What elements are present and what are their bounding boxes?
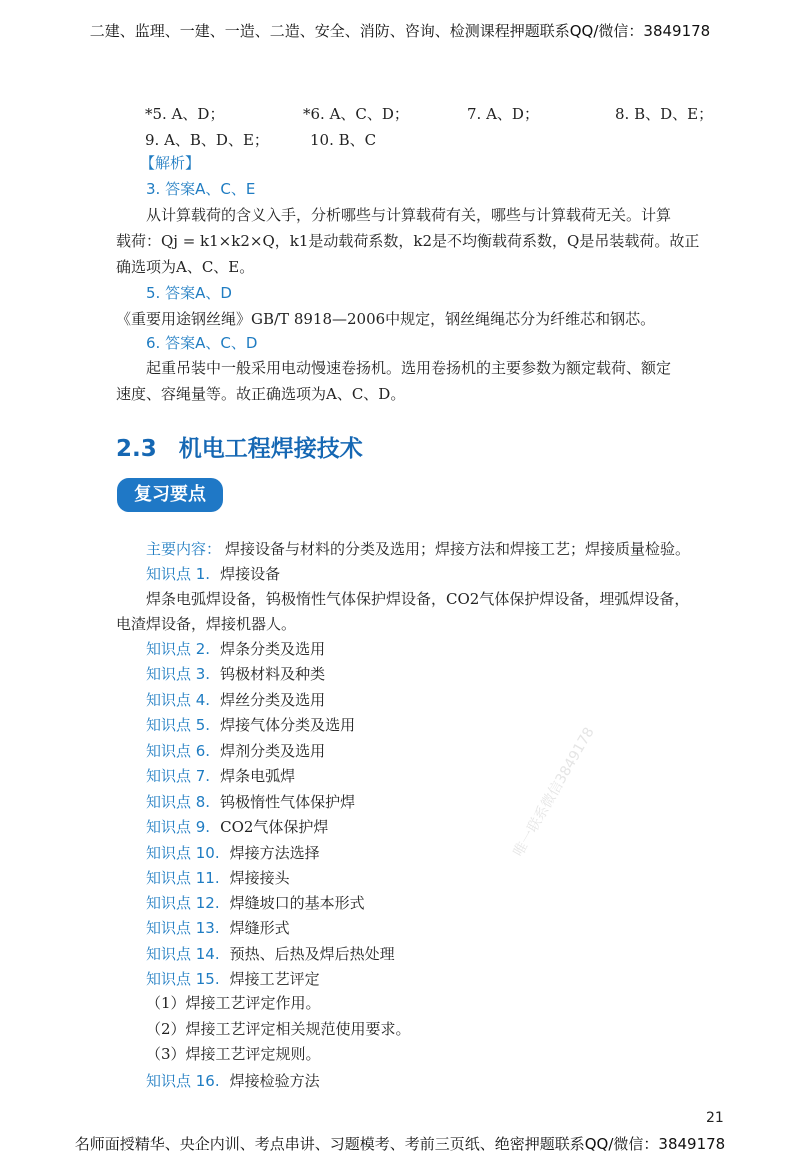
knowledge-point — [146, 917, 290, 938]
knowledge-point-label: 知识点 5. — [146, 716, 211, 734]
answer-3-text: 从计算载荷的含义入手，分析哪些与计算载荷有关，哪些与计算载荷无关。计算 — [146, 206, 672, 224]
knowledge-point-label: 知识点 11. — [146, 869, 220, 887]
knowledge-point — [146, 892, 365, 913]
section-number: 2.3 — [116, 436, 157, 462]
knowledge-point-text: 焊缝坡口的基本形式 — [229, 894, 365, 912]
knowledge-point — [146, 563, 280, 584]
knowledge-point — [146, 740, 325, 761]
knowledge-point — [146, 816, 328, 837]
knowledge-point-label: 知识点 6. — [146, 742, 211, 760]
knowledge-point — [146, 1070, 320, 1091]
knowledge-point — [146, 867, 290, 888]
knowledge-point-label: 知识点 4. — [146, 691, 211, 709]
knowledge-point-label: 知识点 8. — [146, 793, 211, 811]
knowledge-point — [146, 689, 325, 710]
knowledge-point-label: 知识点 10. — [146, 844, 220, 862]
knowledge-point-description: 电渣焊设备，焊接机器人。 — [116, 615, 297, 633]
main-content-label: 主要内容： — [146, 540, 222, 558]
knowledge-point — [146, 943, 395, 964]
knowledge-point-text: 焊剂分类及选用 — [220, 742, 326, 760]
header-contact-note: 二建、监理、一建、一造、二造、安全、消防、咨询、检测课程押题联系QQ/微信：3849178 — [89, 22, 711, 40]
answer-item: *6. A、C、D； — [303, 105, 409, 123]
footer-contact-note: 名师面授精华、央企内训、考点串讲、习题模考、考前三页纸、绝密押题联系QQ/微信：3849178 — [74, 1135, 726, 1153]
watermark: 唯一联系微信3849178 — [510, 724, 598, 860]
answer-item: 8. B、D、E； — [615, 105, 714, 123]
knowledge-point — [146, 765, 295, 786]
knowledge-point-text: 焊接方法选择 — [229, 844, 320, 862]
answer-6-title: 6. 答案A、C、D — [146, 334, 258, 352]
knowledge-point-label: 知识点 14. — [146, 945, 220, 963]
sub-item: （1）焊接工艺评定作用。 — [146, 994, 321, 1012]
knowledge-point-label: 知识点 7. — [146, 767, 211, 785]
main-content-text: 焊接设备与材料的分类及选用；焊接方法和焊接工艺；焊接质量检验。 — [225, 540, 691, 558]
analysis-label: 【解析】 — [140, 154, 201, 172]
knowledge-point — [146, 791, 355, 812]
knowledge-point-text: 焊丝分类及选用 — [220, 691, 326, 709]
sub-item: （3）焊接工艺评定规则。 — [146, 1045, 321, 1063]
knowledge-point-label: 知识点 13. — [146, 919, 220, 937]
knowledge-point — [146, 842, 320, 863]
answer-item: 10. B、C — [310, 131, 377, 149]
knowledge-point-text: 焊缝形式 — [229, 919, 290, 937]
knowledge-point — [146, 663, 325, 684]
answer-5-text: 《重要用途钢丝绳》GB/T 8918—2006中规定，钢丝绳绳芯分为纤维芯和钢芯。 — [116, 310, 656, 328]
section-title: 机电工程焊接技术 — [178, 436, 363, 462]
answer-6-text: 起重吊装中一般采用电动慢速卷扬机。选用卷扬机的主要参数为额定载荷、额定 — [146, 359, 672, 377]
review-points-badge: 复习要点 — [117, 478, 223, 512]
knowledge-point-text: 焊接工艺评定 — [229, 970, 320, 988]
answer-6-text: 速度、容绳量等。故正确选项为A、C、D。 — [116, 385, 406, 403]
knowledge-point-text: 焊接设备 — [220, 565, 281, 583]
knowledge-point-text: 钨极材料及种类 — [220, 665, 326, 683]
knowledge-point-text: 焊接接头 — [229, 869, 290, 887]
knowledge-point-label: 知识点 16. — [146, 1072, 220, 1090]
main-content — [146, 538, 690, 559]
knowledge-point-label: 知识点 2. — [146, 640, 211, 658]
knowledge-point-text: 焊条电弧焊 — [220, 767, 296, 785]
answer-item: 7. A、D； — [467, 105, 539, 123]
knowledge-point-text: 钨极惰性气体保护焊 — [220, 793, 356, 811]
section-heading — [116, 430, 363, 463]
page-number: 21 — [706, 1110, 724, 1126]
knowledge-point — [146, 968, 320, 989]
knowledge-point — [146, 714, 355, 735]
answer-5-title: 5. 答案A、D — [146, 284, 232, 302]
answer-item: *5. A、D； — [145, 105, 225, 123]
knowledge-point — [146, 638, 325, 659]
knowledge-point-text: 焊接气体分类及选用 — [220, 716, 356, 734]
knowledge-point-text: 焊条分类及选用 — [220, 640, 326, 658]
knowledge-point-text: 焊接检验方法 — [229, 1072, 320, 1090]
answer-3-title: 3. 答案A、C、E — [146, 180, 256, 198]
sub-item: （2）焊接工艺评定相关规范使用要求。 — [146, 1020, 411, 1038]
answer-3-text: 确选项为A、C、E。 — [116, 258, 255, 276]
knowledge-point-description: 焊条电弧焊设备，钨极惰性气体保护焊设备，CO2气体保护焊设备，埋弧焊设备， — [146, 590, 690, 608]
knowledge-point-label: 知识点 9. — [146, 818, 211, 836]
knowledge-point-label: 知识点 15. — [146, 970, 220, 988]
answer-3-text: 载荷：Qj = k1×k2×Q，k1是动载荷系数，k2是不均衡载荷系数，Q是吊装载荷。故正 — [116, 232, 700, 250]
answer-item: 9. A、B、D、E； — [145, 131, 269, 149]
knowledge-point-label: 知识点 1. — [146, 565, 211, 583]
knowledge-point-label: 知识点 3. — [146, 665, 211, 683]
knowledge-point-label: 知识点 12. — [146, 894, 220, 912]
knowledge-point-text: 预热、后热及焊后热处理 — [229, 945, 395, 963]
knowledge-point-text: CO2气体保护焊 — [220, 818, 329, 836]
